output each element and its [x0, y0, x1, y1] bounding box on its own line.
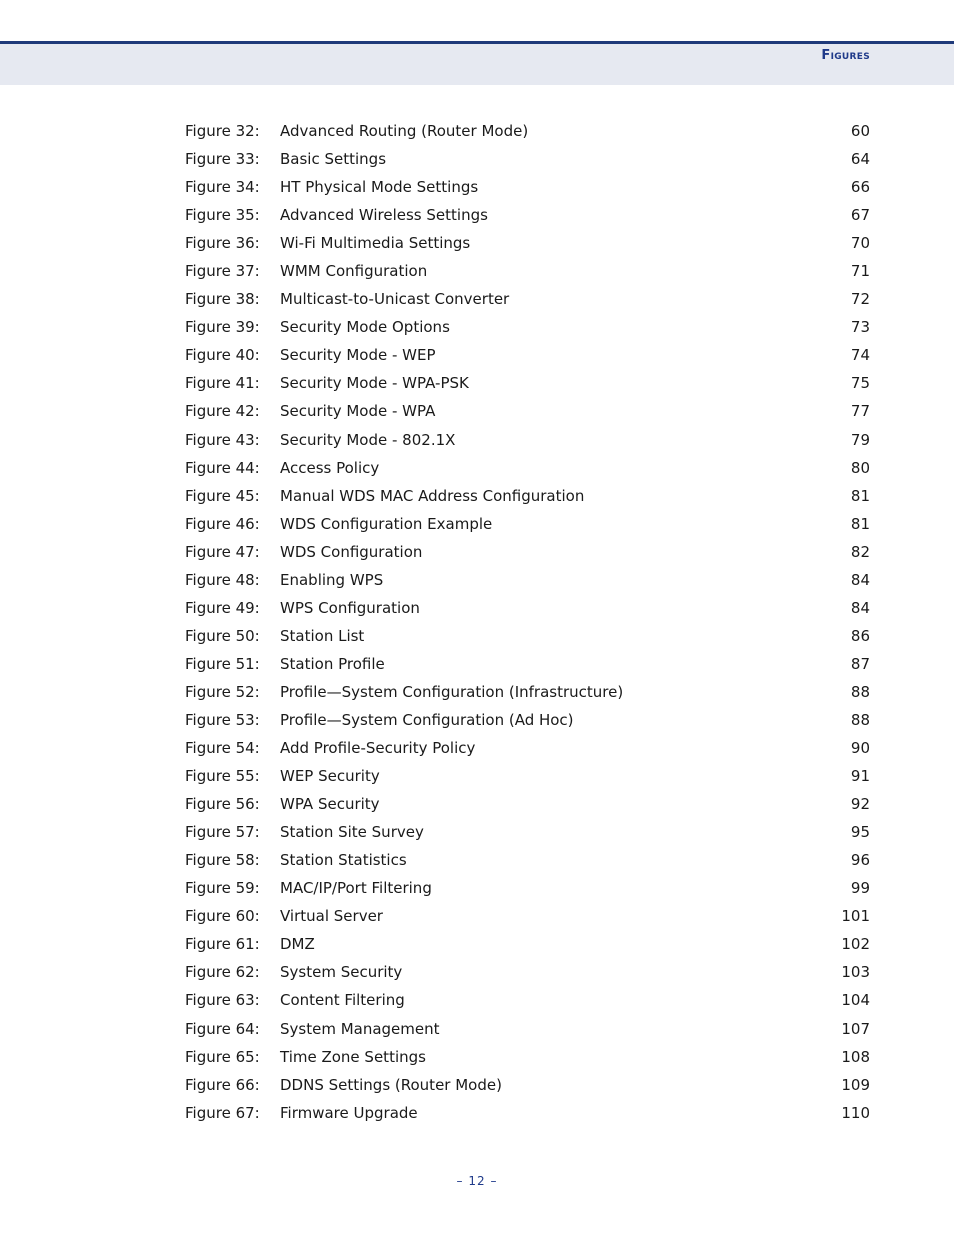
toc-entry[interactable]	[185, 117, 870, 145]
figure-title: Station Profile	[280, 654, 385, 673]
figure-number: Figure 38:	[185, 290, 260, 309]
figure-title: WPA Security	[280, 795, 380, 814]
figure-title: WEP Security	[280, 767, 380, 786]
figure-number: Figure 36:	[185, 234, 260, 253]
figure-title: Security Mode - WPA-PSK	[280, 374, 469, 393]
figure-number: Figure 43:	[185, 430, 260, 449]
figure-page-number: 108	[841, 1047, 870, 1066]
figure-page-number: 88	[850, 682, 870, 701]
toc-entry[interactable]	[185, 622, 870, 650]
figure-page-number: 90	[850, 739, 870, 758]
toc-entry[interactable]	[185, 454, 870, 482]
page-number: – 12 –	[456, 1174, 498, 1188]
figure-page-number: 101	[841, 907, 870, 926]
figure-page-number: 64	[850, 150, 870, 169]
figure-page-number: 81	[850, 486, 870, 505]
figure-title: Enabling WPS	[280, 570, 384, 589]
toc-entry[interactable]	[185, 930, 870, 958]
figure-number: Figure 57:	[185, 823, 260, 842]
figure-title: Access Policy	[280, 458, 380, 477]
figure-page-number: 107	[841, 1019, 870, 1038]
figure-number: Figure 64:	[185, 1019, 260, 1038]
toc-entry[interactable]	[185, 734, 870, 762]
figure-title: DDNS Settings (Router Mode)	[280, 1075, 502, 1094]
figure-number: Figure 65:	[185, 1047, 260, 1066]
figure-title: Manual WDS MAC Address Configuration	[280, 486, 585, 505]
toc-entry[interactable]	[185, 1099, 870, 1127]
figure-page-number: 88	[850, 711, 870, 729]
toc-entry[interactable]	[185, 594, 870, 622]
figure-page-number: 74	[850, 346, 870, 365]
toc-entry[interactable]	[185, 482, 870, 510]
list-of-figures	[185, 117, 870, 1127]
figure-title: Profile—System Configuration (Infrastructure)	[280, 682, 624, 701]
toc-entry[interactable]	[185, 650, 870, 678]
toc-entry[interactable]	[185, 790, 870, 818]
toc-entry[interactable]	[185, 397, 870, 425]
figure-title: Add Profile-Security Policy	[280, 739, 476, 758]
figure-number: Figure 44:	[185, 458, 260, 477]
toc-entry[interactable]	[185, 958, 870, 986]
figure-title: System Security	[280, 963, 403, 982]
toc-entry[interactable]	[185, 369, 870, 397]
figure-number: Figure 56:	[185, 795, 260, 814]
figure-title: HT Physical Mode Settings	[280, 178, 479, 197]
figure-page-number: 75	[850, 374, 870, 393]
figure-page-number: 77	[850, 402, 870, 421]
figure-title: Virtual Server	[280, 907, 383, 926]
figure-number: Figure 35:	[185, 206, 260, 225]
figure-title: Multicast-to-Unicast Converter	[280, 290, 510, 309]
figure-title: Time Zone Settings	[280, 1047, 426, 1066]
figure-title: Security Mode - 802.1X	[280, 430, 456, 449]
figure-number: Figure 32:	[185, 122, 260, 141]
toc-entry[interactable]	[185, 1015, 870, 1043]
toc-entry[interactable]	[185, 902, 870, 930]
figure-number: Figure 58:	[185, 851, 260, 870]
figure-page-number: 73	[850, 318, 870, 337]
figure-title: Basic Settings	[280, 150, 387, 169]
figure-title: Station List	[280, 626, 365, 645]
figure-number: Figure 54:	[185, 739, 260, 758]
figure-number: Figure 67:	[185, 1103, 260, 1122]
figure-page-number: 95	[850, 823, 870, 842]
figure-number: Figure 62:	[185, 963, 260, 982]
toc-entry[interactable]	[185, 313, 870, 341]
figure-number: Figure 63:	[185, 991, 260, 1010]
figure-number: Figure 60:	[185, 907, 260, 926]
figure-page-number: 96	[850, 851, 870, 870]
section-title: Figures	[821, 48, 870, 63]
figure-title: Advanced Routing (Router Mode)	[280, 122, 529, 141]
figure-number: Figure 34:	[185, 178, 260, 197]
figure-title: Advanced Wireless Settings	[280, 206, 488, 225]
figure-page-number: 71	[850, 262, 870, 281]
figure-number: Figure 66:	[185, 1075, 260, 1094]
figure-page-number: 84	[850, 598, 870, 617]
toc-entry[interactable]	[185, 538, 870, 566]
running-header	[0, 41, 954, 85]
figure-page-number: 87	[850, 654, 870, 673]
figure-title: MAC/IP/Port Filtering	[280, 879, 432, 898]
figure-title: WPS Configuration	[280, 598, 420, 617]
figure-title: Station Statistics	[280, 851, 407, 870]
toc-entry[interactable]	[185, 818, 870, 846]
figure-title: System Management	[280, 1019, 440, 1038]
toc-entry[interactable]	[185, 257, 870, 285]
figure-number: Figure 41:	[185, 374, 260, 393]
toc-entry[interactable]	[185, 229, 870, 257]
toc-entry[interactable]	[185, 566, 870, 594]
figure-page-number: 104	[841, 991, 870, 1010]
figure-page-number: 67	[850, 206, 870, 225]
figure-page-number: 80	[850, 458, 870, 477]
figure-number: Figure 61:	[185, 935, 260, 954]
figure-page-number: 79	[850, 430, 870, 449]
figure-page-number: 66	[850, 178, 870, 197]
figure-title: Security Mode Options	[280, 318, 450, 337]
figure-number: Figure 47:	[185, 542, 260, 561]
figure-number: Figure 45:	[185, 486, 260, 505]
toc-entry[interactable]	[185, 678, 870, 706]
toc-entry[interactable]	[185, 762, 870, 790]
toc-entry[interactable]	[185, 1043, 870, 1071]
toc-entry[interactable]	[185, 846, 870, 874]
figure-page-number: 84	[850, 570, 870, 589]
toc-entry[interactable]	[185, 426, 870, 454]
figure-page-number: 109	[841, 1075, 870, 1094]
figure-number: Figure 39:	[185, 318, 260, 337]
toc-entry[interactable]	[185, 285, 870, 313]
figure-page-number: 82	[850, 542, 870, 561]
figure-title: WDS Configuration Example	[280, 514, 493, 533]
figure-page-number: 70	[850, 234, 870, 253]
figure-number: Figure 49:	[185, 598, 260, 617]
figure-page-number: 60	[850, 122, 870, 141]
toc-entry[interactable]	[185, 201, 870, 229]
figure-page-number: 91	[850, 767, 870, 786]
figure-number: Figure 53:	[185, 711, 260, 729]
figure-number: Figure 50:	[185, 626, 260, 645]
figure-number: Figure 33:	[185, 150, 260, 169]
figure-title: Station Site Survey	[280, 823, 424, 842]
figure-title: Security Mode - WPA	[280, 402, 436, 421]
toc-entry[interactable]	[185, 173, 870, 201]
toc-entry[interactable]	[185, 706, 870, 734]
figure-page-number: 110	[841, 1103, 870, 1122]
figure-page-number: 86	[850, 626, 870, 645]
figure-number: Figure 48:	[185, 570, 260, 589]
figure-number: Figure 52:	[185, 682, 260, 701]
figure-number: Figure 55:	[185, 767, 260, 786]
toc-entry[interactable]	[185, 986, 870, 1014]
toc-entry[interactable]	[185, 874, 870, 902]
figure-title: Firmware Upgrade	[280, 1103, 418, 1122]
figure-page-number: 99	[850, 879, 870, 898]
toc-entry[interactable]	[185, 341, 870, 369]
figure-page-number: 92	[850, 795, 870, 814]
figure-title: Security Mode - WEP	[280, 346, 436, 365]
figure-title: WDS Configuration	[280, 542, 423, 561]
toc-entry[interactable]	[185, 1071, 870, 1099]
figure-number: Figure 46:	[185, 514, 260, 533]
figure-title: DMZ	[280, 935, 315, 954]
figure-number: Figure 37:	[185, 262, 260, 281]
figure-page-number: 103	[841, 963, 870, 982]
toc-entry[interactable]	[185, 145, 870, 173]
figure-title: Content Filtering	[280, 991, 405, 1010]
figure-page-number: 72	[850, 290, 870, 309]
figure-number: Figure 40:	[185, 346, 260, 365]
figure-title: Wi-Fi Multimedia Settings	[280, 234, 471, 253]
figure-title: Profile—System Configuration (Ad Hoc)	[280, 711, 574, 729]
figure-number: Figure 51:	[185, 654, 260, 673]
figure-title: WMM Configuration	[280, 262, 428, 281]
toc-entry[interactable]	[185, 510, 870, 538]
figure-page-number: 81	[850, 514, 870, 533]
figure-number: Figure 42:	[185, 402, 260, 421]
figure-page-number: 102	[841, 935, 870, 954]
figure-number: Figure 59:	[185, 879, 260, 898]
